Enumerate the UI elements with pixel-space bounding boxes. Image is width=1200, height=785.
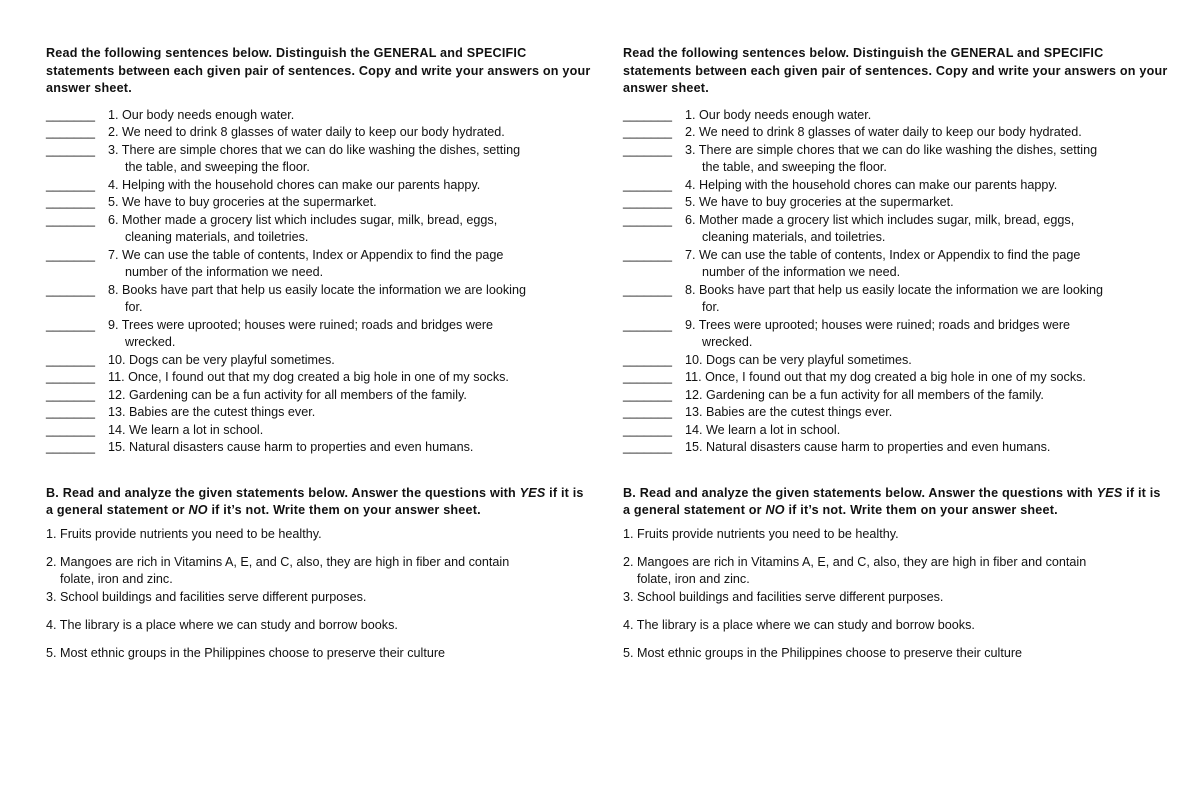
item-number: 14.	[685, 422, 703, 437]
item-text: Trees were uprooted; houses were ruined; roads and bridges were	[121, 317, 494, 332]
item-number: 6.	[685, 212, 696, 227]
item-number: 4.	[685, 177, 696, 192]
list-item	[623, 404, 1168, 422]
item-text: 3. School buildings and facilities serve different purposes.	[623, 589, 944, 604]
item-number: 2.	[685, 125, 696, 139]
item-text: Once, I found out that my dog created a big hole in one of my socks.	[705, 370, 1086, 384]
worksheet-left-copy	[46, 45, 591, 673]
answer-blank: _______	[46, 352, 96, 367]
instruction-text: if it is a general statement or	[623, 485, 1161, 517]
item-text: Babies are the cutest things ever.	[129, 405, 316, 419]
list-item	[46, 526, 591, 544]
list-item	[46, 422, 591, 440]
item-text: We learn a lot in school.	[706, 422, 841, 437]
item-continuation: for.	[702, 300, 720, 314]
list-item	[46, 369, 591, 387]
item-number: 8.	[108, 282, 119, 297]
item-text: 1. Fruits provide nutrients you need to be healthy.	[623, 526, 899, 541]
list-item	[623, 526, 1168, 544]
item-text: Dogs can be very playful sometimes.	[129, 352, 335, 367]
list-item	[623, 194, 1168, 212]
item-number: 11.	[108, 370, 125, 384]
part-b-section	[623, 485, 1168, 663]
item-text: Helping with the household chores can make our parents happy.	[699, 177, 1058, 192]
list-item	[623, 282, 1168, 317]
item-text: We need to drink 8 glasses of water daily to keep our body hydrated.	[699, 125, 1082, 139]
answer-blank: _______	[46, 142, 96, 157]
part-a-list	[46, 107, 591, 457]
item-text: 1. Fruits provide nutrients you need to be healthy.	[46, 526, 322, 541]
list-item	[46, 645, 591, 663]
item-text: Babies are the cutest things ever.	[706, 405, 893, 419]
item-number: 10.	[108, 352, 126, 367]
answer-blank: _______	[46, 107, 96, 122]
worksheet-right-copy	[623, 45, 1168, 673]
yes-keyword: YES	[519, 485, 546, 500]
answer-blank: _______	[623, 352, 673, 367]
answer-blank: _______	[46, 125, 96, 139]
item-continuation: the table, and sweeping the floor.	[125, 160, 310, 174]
item-text: Gardening can be a fun activity for all members of the family.	[706, 387, 1044, 402]
answer-blank: _______	[623, 177, 673, 192]
item-continuation: number of the information we need.	[702, 265, 901, 279]
part-a-instructions: Read the following sentences below. Distinguish the GENERAL and SPECIFIC statements between each given pair of sentences. Copy and write your answers on your answer sheet.	[623, 46, 1168, 95]
instruction-text: if it is a general statement or	[46, 485, 584, 517]
answer-blank: _______	[46, 405, 96, 419]
item-text: 2. Mangoes are rich in Vitamins A, E, and C, also, they are high in fiber and contain	[623, 554, 1087, 569]
list-item	[623, 439, 1168, 457]
item-number: 8.	[685, 282, 696, 297]
instruction-text: B. Read and analyze the given statements below. Answer the questions with	[623, 485, 1093, 500]
list-item	[623, 617, 1168, 635]
answer-blank: _______	[46, 440, 96, 454]
item-text: 4. The library is a place where we can study and borrow books.	[46, 617, 398, 632]
answer-blank: _______	[623, 405, 673, 419]
list-item	[623, 212, 1168, 247]
item-text: Mother made a grocery list which includes sugar, milk, bread, eggs,	[122, 212, 498, 227]
item-text: Natural disasters cause harm to properties and even humans.	[129, 440, 474, 454]
answer-blank: _______	[623, 107, 673, 122]
list-item	[46, 617, 591, 635]
instruction-text: if it’s not. Write them on your answer sheet.	[207, 503, 481, 517]
item-text: 5. Most ethnic groups in the Philippines choose to preserve their culture	[46, 645, 446, 660]
item-number: 7.	[685, 247, 696, 262]
item-text: 3. School buildings and facilities serve different purposes.	[46, 589, 367, 604]
answer-blank: _______	[46, 370, 96, 384]
instruction-text: B. Read and analyze the given statements below. Answer the questions with	[46, 485, 516, 500]
answer-blank: _______	[623, 440, 673, 454]
item-continuation: for.	[125, 300, 143, 314]
item-text: Dogs can be very playful sometimes.	[706, 352, 912, 367]
list-item	[623, 352, 1168, 370]
item-text: Our body needs enough water.	[122, 107, 295, 122]
item-continuation: the table, and sweeping the floor.	[702, 160, 887, 174]
item-number: 12.	[108, 387, 126, 402]
item-text: 5. Most ethnic groups in the Philippines choose to preserve their culture	[623, 645, 1023, 660]
list-item	[46, 107, 591, 125]
answer-blank: _______	[623, 142, 673, 157]
item-number: 14.	[108, 422, 126, 437]
item-continuation: folate, iron and zinc.	[637, 572, 750, 586]
answer-blank: _______	[623, 282, 673, 297]
part-b-instructions	[623, 485, 1168, 520]
item-number: 3.	[108, 142, 119, 157]
item-number: 13.	[685, 405, 703, 419]
answer-blank: _______	[623, 212, 673, 227]
list-item	[46, 352, 591, 370]
answer-blank: _______	[46, 282, 96, 297]
part-a-list	[623, 107, 1168, 457]
item-text: Mother made a grocery list which includes sugar, milk, bread, eggs,	[699, 212, 1075, 227]
list-item	[46, 247, 591, 282]
answer-blank: _______	[46, 317, 96, 332]
no-keyword: NO	[188, 503, 208, 517]
answer-blank: _______	[46, 177, 96, 192]
list-item	[623, 317, 1168, 352]
item-text: We need to drink 8 glasses of water daily to keep our body hydrated.	[122, 125, 505, 139]
list-item	[46, 439, 591, 457]
item-number: 1.	[685, 107, 696, 122]
list-item	[623, 422, 1168, 440]
item-text: We learn a lot in school.	[129, 422, 264, 437]
list-item	[623, 124, 1168, 142]
answer-blank: _______	[46, 195, 96, 209]
part-b-section	[46, 485, 591, 663]
item-number: 13.	[108, 405, 126, 419]
list-item	[623, 645, 1168, 663]
list-item	[46, 282, 591, 317]
answer-blank: _______	[623, 370, 673, 384]
item-number: 2.	[108, 125, 119, 139]
list-item	[623, 369, 1168, 387]
item-text: 4. The library is a place where we can study and borrow books.	[623, 617, 975, 632]
part-b-list	[46, 526, 591, 663]
yes-keyword: YES	[1096, 485, 1123, 500]
part-b-instructions	[46, 485, 591, 520]
item-number: 5.	[108, 195, 119, 209]
list-item	[623, 177, 1168, 195]
item-text: Books have part that help us easily locate the information we are looking	[699, 282, 1103, 297]
item-continuation: wrecked.	[702, 335, 753, 349]
answer-blank: _______	[46, 247, 96, 262]
list-item	[46, 387, 591, 405]
item-continuation: number of the information we need.	[125, 265, 324, 279]
answer-blank: _______	[623, 317, 673, 332]
item-number: 10.	[685, 352, 703, 367]
item-number: 5.	[685, 195, 696, 209]
part-a-instructions: Read the following sentences below. Distinguish the GENERAL and SPECIFIC statements between each given pair of sentences. Copy and write your answers on your answer sheet.	[46, 46, 591, 95]
answer-blank: _______	[623, 247, 673, 262]
answer-blank: _______	[623, 422, 673, 437]
item-number: 4.	[108, 177, 119, 192]
answer-blank: _______	[46, 387, 96, 402]
no-keyword: NO	[765, 503, 785, 517]
item-text: Books have part that help us easily locate the information we are looking	[122, 282, 526, 297]
list-item	[46, 194, 591, 212]
item-text: We have to buy groceries at the supermarket.	[122, 195, 377, 209]
item-text: 2. Mangoes are rich in Vitamins A, E, and C, also, they are high in fiber and contain	[46, 554, 510, 569]
answer-blank: _______	[46, 422, 96, 437]
list-item	[46, 212, 591, 247]
item-number: 15.	[685, 440, 703, 454]
list-item	[46, 404, 591, 422]
list-item	[623, 554, 1168, 589]
list-item	[46, 177, 591, 195]
item-number: 3.	[685, 142, 696, 157]
list-item	[46, 554, 591, 589]
list-item	[623, 247, 1168, 282]
item-number: 9.	[685, 317, 696, 332]
answer-blank: _______	[623, 195, 673, 209]
list-item	[46, 124, 591, 142]
item-text: We can use the table of contents, Index or Appendix to find the page	[122, 247, 504, 262]
item-text: Our body needs enough water.	[699, 107, 872, 122]
item-number: 1.	[108, 107, 119, 122]
item-continuation: wrecked.	[125, 335, 176, 349]
item-text: Gardening can be a fun activity for all members of the family.	[129, 387, 467, 402]
item-text: We can use the table of contents, Index or Appendix to find the page	[699, 247, 1081, 262]
item-continuation: folate, iron and zinc.	[60, 572, 173, 586]
list-item	[623, 589, 1168, 607]
list-item	[46, 317, 591, 352]
item-text: Trees were uprooted; houses were ruined; roads and bridges were	[698, 317, 1071, 332]
answer-blank: _______	[46, 212, 96, 227]
item-number: 12.	[685, 387, 703, 402]
item-number: 11.	[685, 370, 702, 384]
item-number: 9.	[108, 317, 119, 332]
item-continuation: cleaning materials, and toiletries.	[702, 230, 886, 244]
item-text: Natural disasters cause harm to properties and even humans.	[706, 440, 1051, 454]
item-text: Once, I found out that my dog created a big hole in one of my socks.	[128, 370, 509, 384]
item-number: 6.	[108, 212, 119, 227]
answer-blank: _______	[623, 125, 673, 139]
list-item	[623, 107, 1168, 125]
item-text: We have to buy groceries at the supermarket.	[699, 195, 954, 209]
item-text: There are simple chores that we can do like washing the dishes, setting	[121, 142, 521, 157]
list-item	[46, 589, 591, 607]
item-continuation: cleaning materials, and toiletries.	[125, 230, 309, 244]
item-text: There are simple chores that we can do like washing the dishes, setting	[698, 142, 1098, 157]
list-item	[623, 387, 1168, 405]
instruction-text: if it’s not. Write them on your answer sheet.	[784, 503, 1058, 517]
part-b-list	[623, 526, 1168, 663]
item-number: 15.	[108, 440, 126, 454]
answer-blank: _______	[623, 387, 673, 402]
list-item	[46, 142, 591, 177]
list-item	[623, 142, 1168, 177]
item-text: Helping with the household chores can make our parents happy.	[122, 177, 481, 192]
item-number: 7.	[108, 247, 119, 262]
